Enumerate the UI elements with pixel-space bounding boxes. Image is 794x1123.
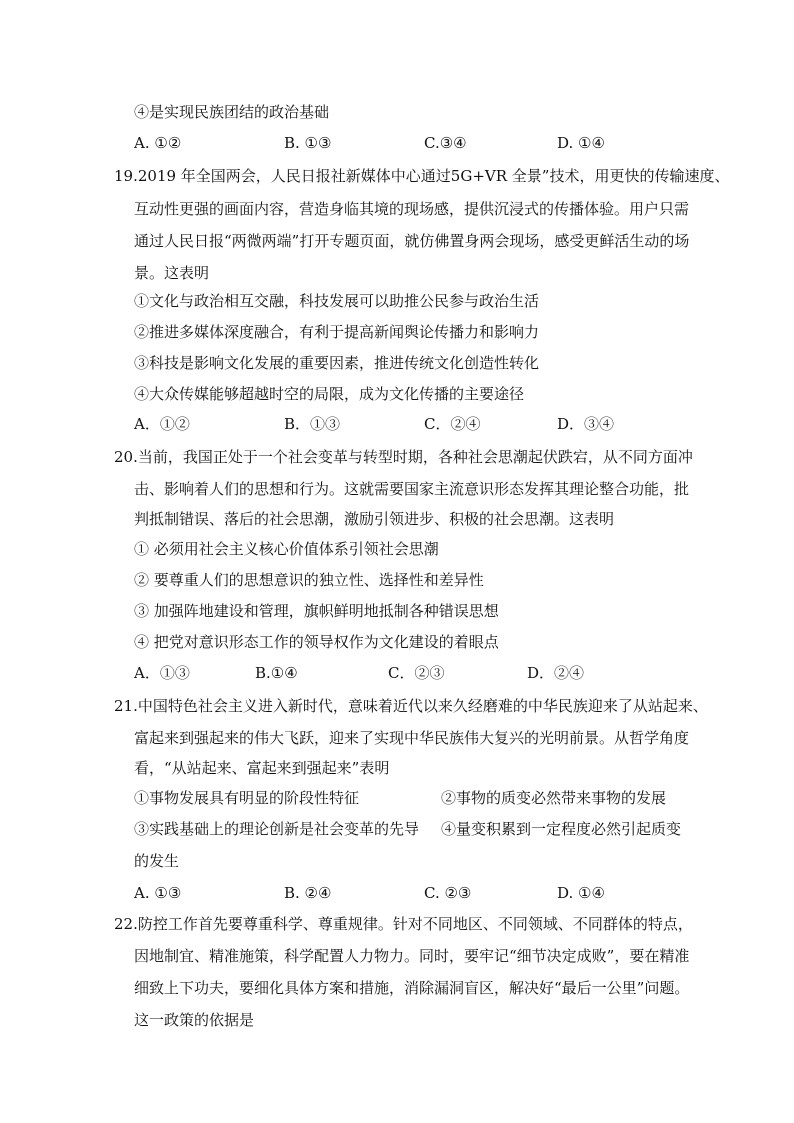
q20-option-a: A．①③ [134, 664, 190, 682]
q20-stem-line-2: 击、影响着人们的思想和行为。这就需要国家主流意识形态发挥其理论整合功能，批 [134, 480, 690, 498]
q19-statement-4: ④大众传媒能够超越时空的局限，成为文化传播的主要途径 [134, 385, 525, 403]
q18-option-d: D. ①④ [557, 134, 605, 152]
q19-statement-1: ①文化与政治相互交融，科技发展可以助推公民参与政治生活 [134, 292, 540, 310]
q19-option-d: D．③④ [557, 415, 615, 433]
q18-option-b: B. ①③ [284, 134, 332, 152]
q19-option-a: A．①② [134, 415, 190, 433]
q19-stem-line-3: 通过人民日报“两微两端”打开专题页面，就仿佛置身两会现场，感受更鲜活生动的场 [134, 232, 690, 250]
q19-option-b: B．①③ [284, 415, 341, 433]
q20-stem-line-3: 判抵制错误、落后的社会思潮，激励引领进步、积极的社会思潮。这表明 [134, 510, 615, 528]
q20-option-d: D．②④ [527, 664, 585, 682]
q18-option-a: A. ①② [134, 134, 182, 152]
q20-option-c: C．②③ [388, 664, 445, 682]
q20-statement-1: ① 必须用社会主义核心价值体系引领社会思潮 [134, 540, 439, 558]
q20-statement-4: ④ 把党对意识形态工作的领导权作为文化建设的着眼点 [134, 633, 499, 651]
q21-option-d: D. ①④ [557, 884, 605, 902]
q22-stem-line-3: 细致上下功夫，要细化具体方案和措施，消除漏洞盲区，解决好“最后一公里”问题。 [134, 979, 690, 997]
q19-stem-line-1: 19.2019 年全国两会，人民日报社新媒体中心通过5G+VR 全景”技术，用更快的传输速度、 [114, 167, 730, 185]
q21-stem-line-2: 富起来到强起来的伟大飞跃，迎来了实现中华民族伟大复兴的光明前景。从哲学角度 [134, 729, 690, 747]
q20-stem-line-1: 20.当前，我国正处于一个社会变革与转型时期，各种社会思潮起伏跌宕，从不同方面冲 [114, 448, 693, 466]
q22-stem-line-2: 因地制宜、精准施策，科学配置人力物力。同时，要牢记“细节决定成败”，要在精准 [134, 947, 690, 965]
q19-statement-3: ③科技是影响文化发展的重要因素，推进传统文化创造性转化 [134, 354, 540, 372]
q19-stem-line-4: 景。这表明 [134, 264, 210, 282]
q22-stem-line-1: 22.防控工作首先要尊重科学、尊重规律。针对不同地区、不同领域、不同群体的特点， [114, 915, 693, 933]
q21-stem-line-1: 21.中国特色社会主义进入新时代，意味着近代以来久经磨难的中华民族迎来了从站起来、 [114, 697, 708, 715]
q21-statement-4-continued: 的发生 [134, 852, 180, 870]
q21-stem-line-3: 看，“从站起来、富起来到强起来”表明 [134, 759, 390, 777]
q21-statement-1: ①事物发展具有明显的阶段性特征 [134, 789, 360, 807]
q21-statement-3: ③实践基础上的理论创新是社会变革的先导 [134, 820, 420, 838]
q21-option-b: B. ②④ [284, 884, 332, 902]
q20-option-b: B.①④ [255, 664, 298, 682]
q20-statement-2: ② 要尊重人们的思想意识的独立性、选择性和差异性 [134, 571, 484, 589]
q20-statement-3: ③ 加强阵地建设和管理，旗帜鲜明地抵制各种错误思想 [134, 602, 499, 620]
q18-statement-4: ④是实现民族团结的政治基础 [134, 103, 330, 121]
q22-stem-line-4: 这一政策的依据是 [134, 1011, 255, 1029]
q19-stem-line-2: 互动性更强的画面内容，营造身临其境的现场感，提供沉浸式的传播体验。用户只需 [134, 200, 690, 218]
q21-statement-2: ②事物的质变必然带来事物的发展 [441, 789, 667, 807]
q19-option-c: C．②④ [424, 415, 481, 433]
q21-option-a: A. ①③ [134, 884, 182, 902]
q21-statement-4: ④量变积累到一定程度必然引起质变 [441, 820, 682, 838]
q19-statement-2: ②推进多媒体深度融合，有利于提高新闻舆论传播力和影响力 [134, 323, 540, 341]
q18-option-c: C.③④ [424, 134, 467, 152]
q21-option-c: C. ②③ [424, 884, 472, 902]
